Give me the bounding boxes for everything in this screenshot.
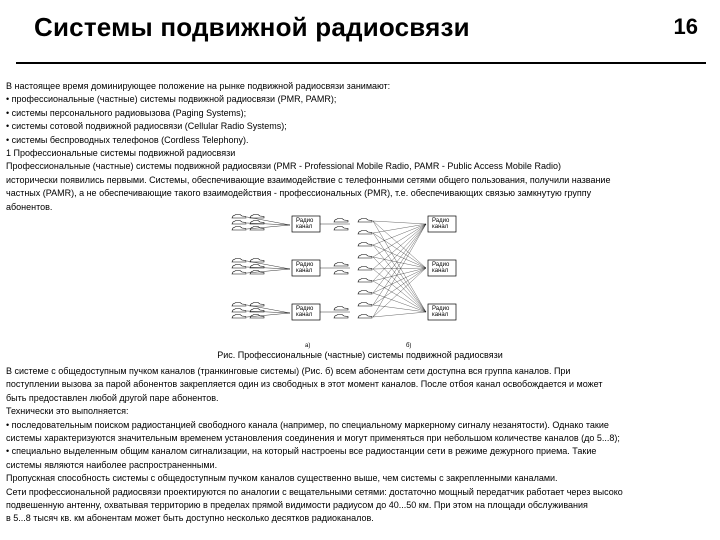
text-line: • системы сотовой подвижной радиосвязи (Cellular Radio Systems); (6, 121, 287, 132)
car-icon (232, 215, 246, 219)
intro-text (6, 80, 712, 214)
car-icon (232, 315, 246, 319)
car-icon (358, 219, 372, 223)
text-line: Технически это выполняется: (6, 406, 129, 417)
text-line: • системы персонального радиовызова (Paging Systems); (6, 107, 247, 118)
radio-channel-label: канал (296, 312, 313, 318)
car-icon (358, 315, 372, 319)
page-title: Системы подвижной радиосвязи (34, 12, 470, 42)
text-line: Сети профессиональной радиосвязи проектируются по аналогии с вещательными сетями: достаточно мощный передатчик работает через высоко (6, 486, 623, 497)
radio-channel-label: канал (296, 224, 313, 230)
radio-channel-label: Радио (296, 218, 314, 224)
car-icon (334, 263, 348, 267)
car-icon (358, 267, 372, 271)
text-line: частных (PAMR), а не обеспечивающие такого взаимодействия - профессиональных (PMR), т.е. обеспечивающих связью замкнутую группу (6, 188, 592, 199)
text-line: исторически появились первыми. Системы, обеспечивающие взаимодействие с телефонными сетями общего пользования, получили название (6, 174, 611, 185)
figure-caption: Рис. Профессиональные (частные) системы подвижной радиосвязи (217, 350, 503, 360)
figure-label-b: б) (406, 343, 412, 349)
text-line: 1 Профессиональные системы подвижной радиосвязи (6, 148, 236, 159)
text-line: Профессиональные (частные) системы подвижной радиосвязи (PMR - Professional Mobile Radio, PAMR - Public Access Mobile Radio) (6, 161, 561, 172)
car-icon (250, 215, 264, 219)
car-icon (358, 303, 372, 307)
car-icon (250, 303, 264, 307)
text-line: системы являются наиболее распространенными. (6, 459, 218, 470)
radio-channel-label: Радио (296, 262, 314, 268)
car-icon (232, 221, 246, 225)
car-icon (232, 271, 246, 275)
header-divider (16, 62, 706, 64)
car-icon (334, 315, 348, 319)
car-icon (232, 309, 246, 313)
car-icon (334, 219, 348, 223)
text-line: • профессиональные (частные) системы подвижной радиосвязи (PMR, PAMR); (6, 94, 337, 105)
text-line: • системы беспроводных телефонов (Cordless Telephony). (6, 134, 249, 145)
car-icon (358, 231, 372, 235)
car-icon (232, 227, 246, 231)
text-line: Пропускная способность системы с общедоступным пучком каналов существенно выше, чем системы с закрепленными каналами. (6, 473, 558, 484)
car-icon (358, 243, 372, 247)
text-line: поступлении вызова за парой абонентов закрепляется один из свободных в этот момент каналов. После отбоя канал освобождается и может (6, 379, 603, 390)
car-icon (232, 303, 246, 307)
body-text (6, 365, 712, 526)
radio-channel-label: канал (432, 312, 449, 318)
car-icon (250, 259, 264, 263)
radio-channel-label: Радио (432, 306, 450, 312)
radio-channel-label: Радио (432, 262, 450, 268)
car-icon (358, 291, 372, 295)
text-line: В системе с общедоступным пучком каналов (транкинговые системы) (Рис. б) всем абонентам сети доступна вся группа каналов. При (6, 366, 571, 376)
text-line: • специально выделенным общим каналом сигнализации, на который настроены все радиостанции сети в режиме дежурного приема. Такие (6, 446, 597, 457)
car-icon (232, 265, 246, 269)
text-line: абонентов. (6, 201, 53, 212)
radio-channel-label: канал (432, 224, 449, 230)
radio-channel-label: канал (296, 268, 313, 274)
car-icon (232, 259, 246, 263)
page-number: 16 (673, 14, 698, 39)
radio-channel-label: канал (432, 268, 449, 274)
car-icon (334, 307, 348, 311)
figure-label-a: а) (305, 343, 311, 349)
radio-systems-figure (230, 210, 470, 350)
diagram-a (232, 215, 350, 321)
radio-channel-label: Радио (296, 306, 314, 312)
car-icon (334, 227, 348, 231)
car-icon (358, 279, 372, 283)
text-line: В настоящее время доминирующее положение на рынке подвижной радиосвязи занимают: (6, 81, 391, 91)
car-icon (358, 255, 372, 259)
text-line: • последовательным поиском радиостанцией свободного канала (например, по специальному маркерному сигналу незанятости). Однако такие (6, 419, 609, 430)
diagram-b (358, 216, 456, 320)
text-line: системы характеризуются значительным временем установления соединения и могут применяться при небольшом количестве каналов (до 5...8); (6, 433, 620, 444)
text-line: подвешенную антенну, охватывая территорию в пределах прямой видимости радиусом до 40...50 км. При этом на площади обслуживания (6, 500, 588, 511)
text-line: в 5...8 тысяч кв. км абонентам может быть доступно несколько десятков радиоканалов. (6, 513, 374, 524)
text-line: быть предоставлен любой другой паре абонентов. (6, 392, 219, 403)
radio-channel-label: Радио (432, 218, 450, 224)
car-icon (334, 271, 348, 275)
